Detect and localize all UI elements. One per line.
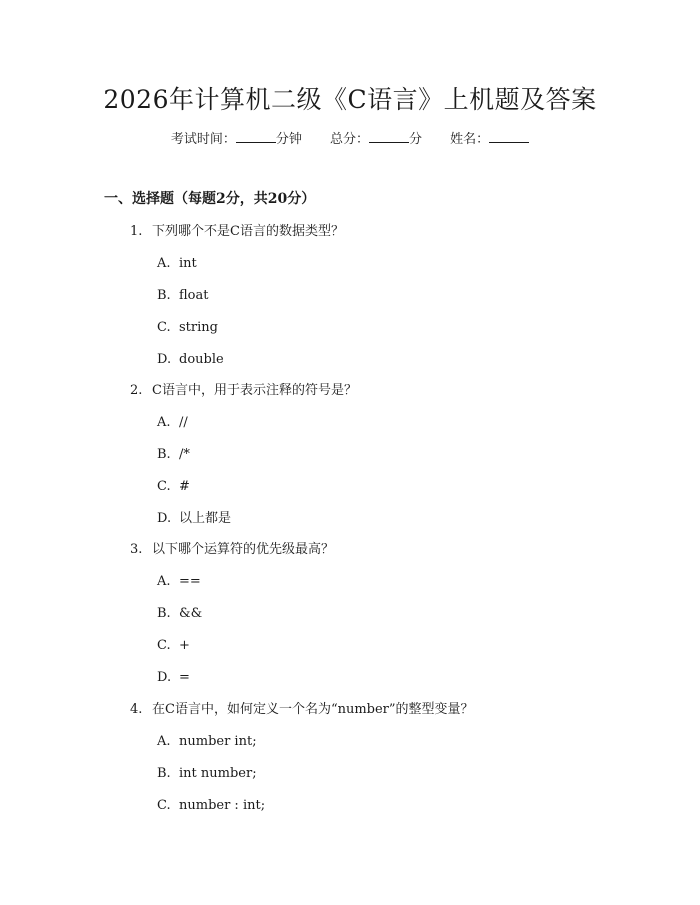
option-text: double (179, 352, 224, 367)
option-text: float (179, 288, 209, 303)
option-label: C. (157, 798, 171, 813)
option-label: D. (157, 352, 172, 367)
option-4b (157, 764, 257, 784)
question-4 (130, 700, 474, 720)
option-label: B. (157, 606, 171, 621)
option-label: A. (157, 574, 171, 589)
option-4a (157, 732, 257, 752)
option-text: number int; (179, 734, 257, 749)
exam-time-blank (236, 130, 276, 143)
option-text: = (179, 670, 190, 685)
total-score-unit: 分 (409, 132, 423, 147)
option-label: B. (157, 288, 171, 303)
option-text: /* (179, 447, 190, 462)
option-text: int (179, 256, 197, 271)
option-1c (157, 318, 218, 338)
option-text: && (179, 606, 203, 621)
option-4c (157, 796, 265, 816)
option-label: B. (157, 766, 171, 781)
exam-time-label: 考试时间： (170, 132, 236, 147)
option-label: A. (157, 415, 171, 430)
total-score-label: 总分： (329, 132, 369, 147)
option-1b (157, 286, 208, 306)
option-label: C. (157, 320, 171, 335)
option-text: == (179, 574, 201, 589)
question-text: 以下哪个运算符的优先级最高？ (152, 542, 335, 557)
option-text: 以上都是 (179, 511, 232, 526)
option-label: D. (157, 670, 172, 685)
option-label: D. (157, 511, 172, 526)
option-3d (157, 668, 190, 688)
question-number: 1. (130, 224, 143, 239)
exam-time (171, 132, 302, 147)
total-score-blank (369, 130, 409, 143)
option-text: # (179, 479, 190, 494)
option-1d (157, 350, 224, 370)
option-text: int number; (179, 766, 257, 781)
option-text: + (179, 638, 190, 653)
option-label: A. (157, 256, 171, 271)
option-3b (157, 604, 202, 624)
question-number: 3. (130, 542, 143, 557)
option-3c (157, 636, 190, 656)
student-name (450, 132, 529, 147)
question-3 (130, 540, 334, 560)
option-text: number : int; (179, 798, 266, 813)
option-2d (157, 509, 231, 529)
option-label: A. (157, 734, 171, 749)
section-heading: 一、选择题（每题2分，共20分） (104, 191, 316, 207)
exam-time-unit: 分钟 (275, 132, 302, 147)
question-text: 下列哪个不是C语言的数据类型？ (152, 224, 344, 239)
question-text: 在C语言中，如何定义一个名为“number”的整型变量？ (152, 702, 474, 717)
question-number: 4. (130, 702, 143, 717)
total-score (330, 132, 422, 147)
option-text: string (179, 320, 218, 335)
option-label: B. (157, 447, 171, 462)
question-number: 2. (130, 383, 143, 398)
question-2 (130, 381, 357, 401)
option-3a (157, 572, 201, 592)
option-1a (157, 254, 197, 274)
question-1 (130, 222, 344, 242)
option-label: C. (157, 479, 171, 494)
student-name-label: 姓名： (450, 132, 490, 147)
option-label: C. (157, 638, 171, 653)
page-title: 2026年计算机二级《C语言》上机题及答案 (103, 85, 597, 114)
student-name-blank (489, 130, 529, 143)
option-text: // (179, 415, 188, 430)
option-2c (157, 477, 190, 497)
option-2b (157, 445, 190, 465)
exam-info-line (0, 130, 700, 150)
option-2a (157, 413, 188, 433)
question-text: C语言中，用于表示注释的符号是？ (152, 383, 357, 398)
